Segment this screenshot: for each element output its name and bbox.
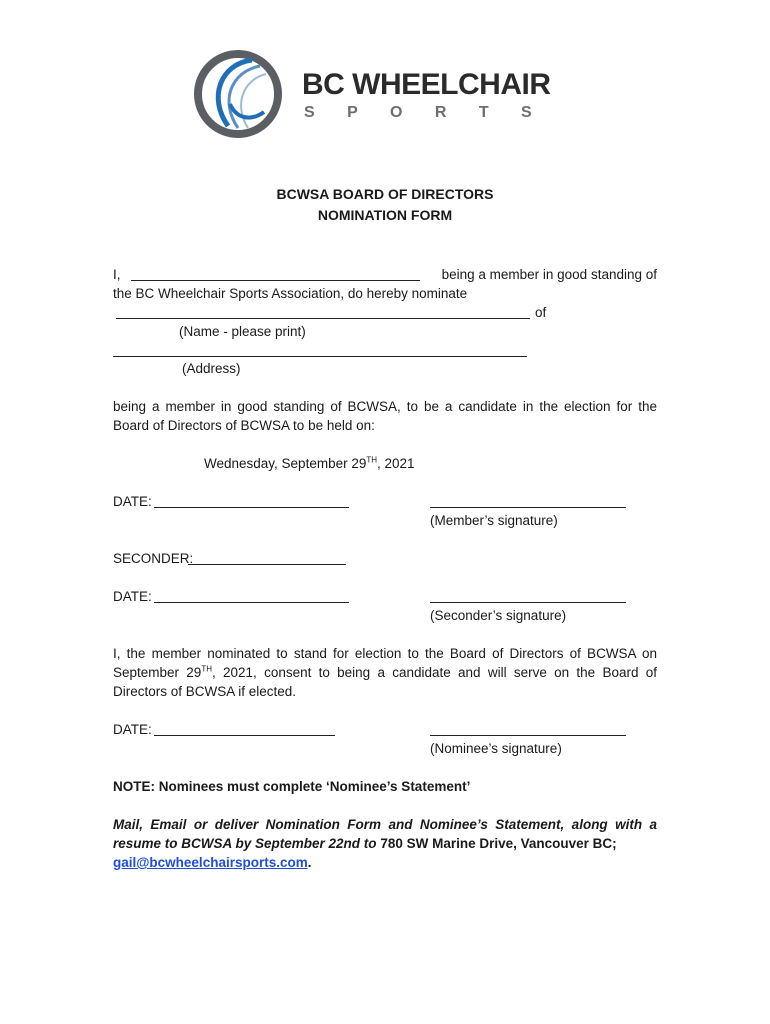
name-hint: (Name - please print) [179,324,306,339]
consent-line1: I, the member nominated to stand for election to the Board of Directors of BCWSA on [113,646,657,661]
seconder-name-field[interactable] [188,564,346,565]
address-hint: (Address) [182,361,241,376]
nominator-name-field[interactable] [131,280,420,281]
logo-wordmark: BC WHEELCHAIR [302,68,551,101]
wheel-logo-icon [190,46,286,142]
nominee-signature-hint: (Nominee’s signature) [430,741,562,756]
nominator-prefix: I, [113,267,121,282]
of-label: of [535,305,547,320]
seconder-signature-hint: (Seconder’s signature) [430,608,567,623]
instructions-line1: Mail, Email or deliver Nomination Form and Nominee’s Statement, along with a [113,817,657,832]
member-signature-field[interactable] [430,507,626,508]
nominee-date-field[interactable] [154,735,335,736]
candidacy-line2: Board of Directors of BCWSA to be held on: [113,418,375,433]
seconder-date-label: DATE: [113,589,152,604]
member-date-label: DATE: [113,494,152,509]
instructions-line3: gail@bcwheelchairsports.com. [113,855,312,870]
member-signature-hint: (Member’s signature) [430,513,558,528]
candidacy-line1: being a member in good standing of BCWSA, to be a candidate in the election for the [113,399,657,414]
nominee-signature-field[interactable] [430,735,626,736]
contact-email-link[interactable]: gail@bcwheelchairsports.com [113,855,308,870]
seconder-signature-field[interactable] [430,602,626,603]
form-title-line1: BCWSA BOARD OF DIRECTORS [276,186,494,202]
instructions-line2: resume to BCWSA by September 22nd to 780 SW Marine Drive, Vancouver BC; [113,836,617,851]
form-title-line2: NOMINATION FORM [317,207,453,223]
nominator-suffix: being a member in good standing of [441,267,657,282]
nominee-name-field[interactable] [116,318,530,319]
seconder-label: SECONDER: [113,551,194,566]
nominate-statement: the BC Wheelchair Sports Association, do hereby nominate [113,286,468,301]
seconder-date-field[interactable] [154,602,349,603]
election-date: Wednesday, September 29TH, 2021 [204,455,415,471]
consent-line2: September 29TH, 2021, consent to being a candidate and will serve on the Board of [113,664,657,680]
consent-line3: Directors of BCWSA if elected. [113,684,297,699]
nominee-statement-note: NOTE: Nominees must complete ‘Nominee’s Statement’ [113,779,471,794]
organization-logo [190,44,560,144]
nominee-date-label: DATE: [113,722,152,737]
nominee-address-field[interactable] [113,356,527,357]
logo-subtitle: S P O R T S [304,104,546,121]
member-date-field[interactable] [154,507,349,508]
